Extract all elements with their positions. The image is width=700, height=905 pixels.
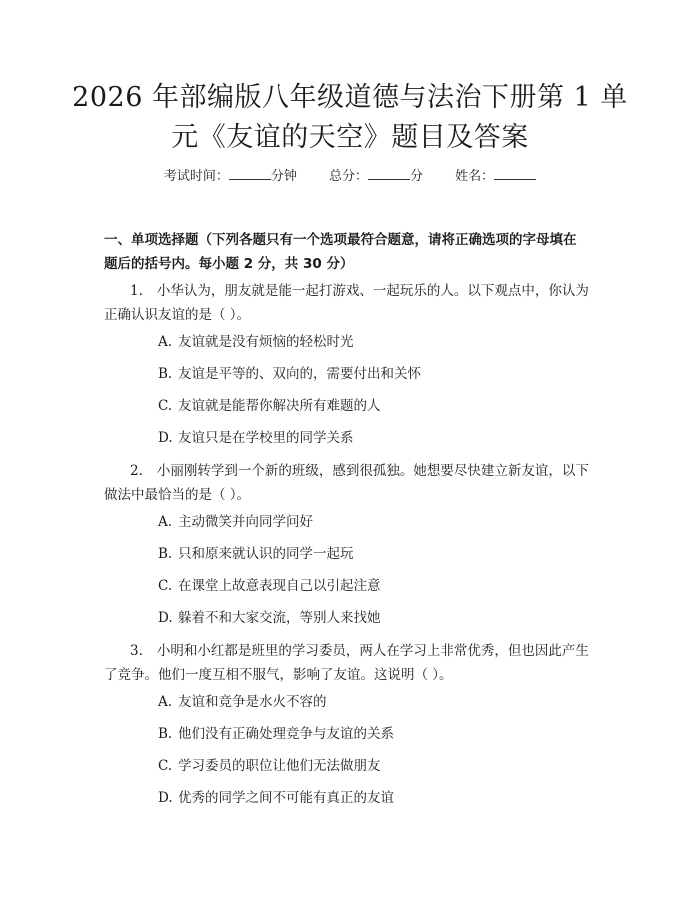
name-blank [494,166,536,180]
question-text-line-2: 做法中最恰当的是（ ）。 [104,487,251,503]
option-3d [158,787,598,809]
option-3c [158,755,598,777]
option-text: 友谊和竞争是水火不容的 [178,694,327,710]
option-letter: A. [158,694,173,710]
time-label: 考试时间： [163,169,229,184]
option-1a [158,331,598,353]
question-number: 2. [130,463,143,479]
option-letter: B. [158,366,173,382]
option-letter: C. [158,398,173,414]
exam-meta [0,166,700,188]
question-text-line-1: 小丽刚转学到一个新的班级，感到很孤独。她想要尽快建立新友谊，以下 [156,463,589,479]
student-name [455,169,536,184]
total-score [329,169,423,184]
option-letter: D. [158,430,173,446]
option-text: 躲着不和大家交流，等别人来找她 [178,610,381,626]
document-title [60,78,640,158]
option-text: 友谊只是在学校里的同学关系 [178,430,354,446]
time-unit: 分钟 [270,169,297,184]
option-1c [158,395,598,417]
exam-time [164,169,297,184]
option-2b [158,543,598,565]
option-letter: C. [158,758,173,774]
option-2c [158,575,598,597]
option-text: 在课堂上故意表现自己以引起注意 [178,578,381,594]
option-letter: D. [158,790,173,806]
option-text: 学习委员的职位让他们无法做朋友 [178,758,381,774]
question-text-line-1: 小华认为，朋友就是能一起打游戏、一起玩乐的人。以下观点中，你认为 [156,283,589,299]
option-letter: A. [158,334,173,350]
title-line-2: 元《友谊的天空》题目及答案 [171,122,529,153]
question-1 [104,279,600,327]
section-heading [104,228,604,276]
option-text: 主动微笑并向同学问好 [178,514,313,530]
option-text: 优秀的同学之间不可能有真正的友谊 [178,790,394,806]
question-text-line-1: 小明和小红都是班里的学习委员，两人在学习上非常优秀，但也因此产生 [156,643,589,659]
option-letter: B. [158,726,173,742]
option-3b [158,723,598,745]
question-number: 1. [130,283,143,299]
option-text: 友谊就是能帮你解决所有难题的人 [178,398,381,414]
question-text-line-2: 正确认识友谊的是（ ）。 [104,307,251,323]
score-unit: 分 [410,169,424,184]
option-2a [158,511,598,533]
option-letter: A. [158,514,173,530]
option-letter: D. [158,610,173,626]
question-number: 3. [130,643,143,659]
option-3a [158,691,598,713]
question-text-line-2: 了竞争。他们一度互相不服气，影响了友谊。这说明（ ）。 [104,667,453,683]
option-2d [158,607,598,629]
option-text: 友谊就是没有烦恼的轻松时光 [178,334,354,350]
question-2 [104,459,600,507]
time-blank [229,166,271,180]
score-blank [368,166,410,180]
option-text: 他们没有正确处理竞争与友谊的关系 [178,726,394,742]
title-line-1: 2026 年部编版八年级道德与法治下册第 1 单 [72,82,628,113]
option-1d [158,427,598,449]
name-label: 姓名： [455,169,495,184]
option-letter: B. [158,546,173,562]
option-text: 友谊是平等的、双向的，需要付出和关怀 [178,366,421,382]
option-1b [158,363,598,385]
option-text: 只和原来就认识的同学一起玩 [178,546,354,562]
section-heading-line-2: 题后的括号内。每小题 2 分，共 30 分） [104,256,354,272]
score-label: 总分： [328,169,368,184]
option-letter: C. [158,578,173,594]
section-heading-line-1: 一、单项选择题（下列各题只有一个选项最符合题意，请将正确选项的字母填在 [104,232,577,248]
question-3 [104,639,600,687]
